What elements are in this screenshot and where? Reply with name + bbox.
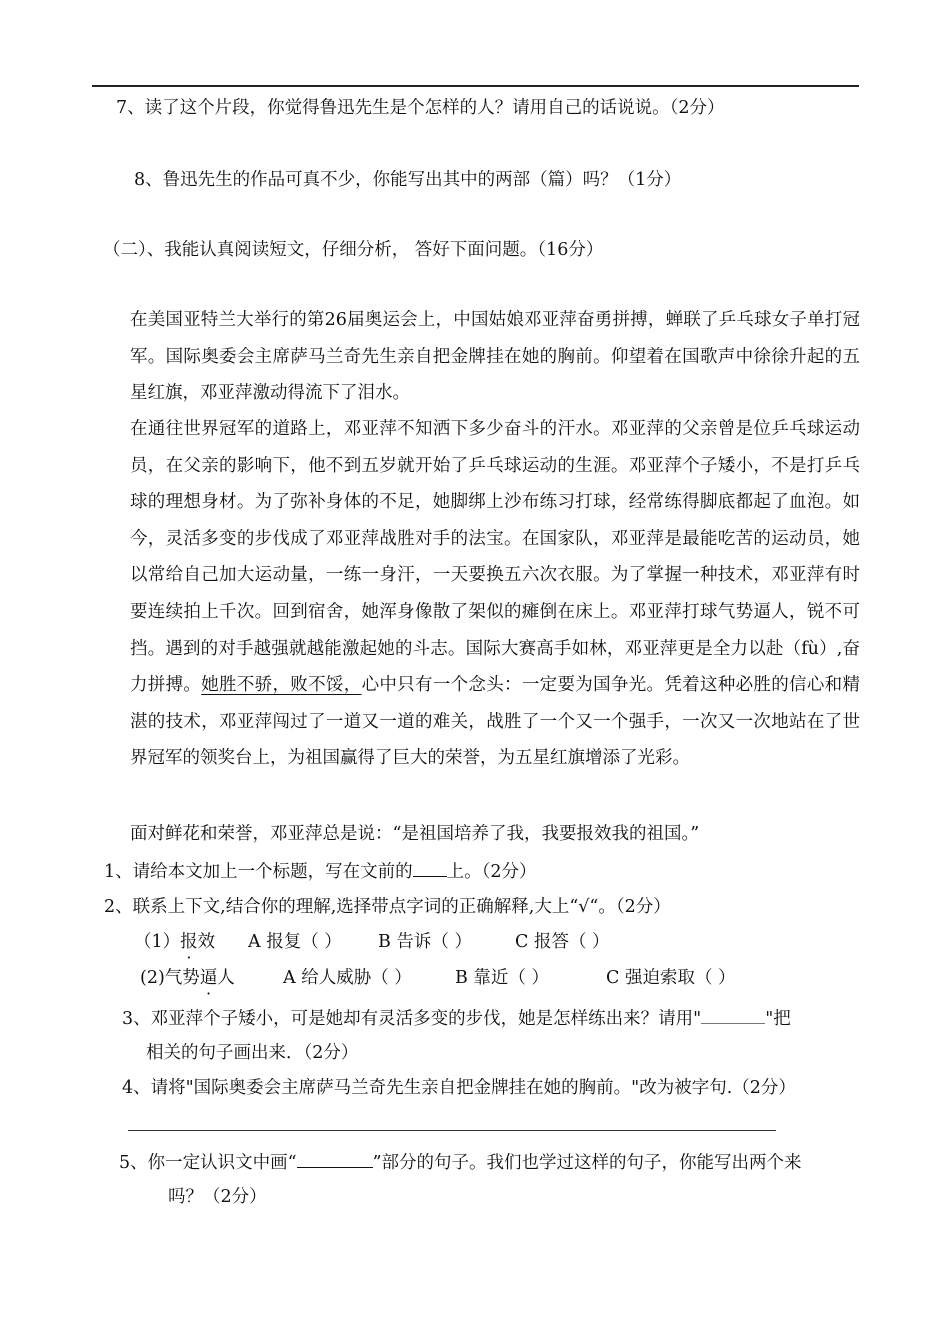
question-7: 7、读了这个片段，你觉得鲁迅先生是个怎样的人？请用自己的话说说。（2分） <box>116 98 725 118</box>
question-5-text-b: ”部分的句子。我们也学过这样的句子，你能写出两个来 <box>372 1153 802 1173</box>
dotted-char-bi: 逼 <box>199 968 218 988</box>
dotted-char-bao: 报 <box>180 932 198 952</box>
header-rule <box>92 85 859 87</box>
option-2c[interactable]: C 强迫索取（ ） <box>606 968 736 988</box>
option-1c[interactable]: C 报答（ ） <box>515 932 610 952</box>
item-1-word-rest: 效 <box>197 932 216 952</box>
question-3-text-a: 3、邓亚萍个子矮小，可是她却有灵活多变的步伐，她是怎样练出来？请用" <box>122 1009 702 1029</box>
title-blank[interactable] <box>413 858 447 877</box>
question-2-item-1 <box>134 930 215 954</box>
passage-paragraph-1 <box>130 302 860 412</box>
item-2-word-c: 人 <box>217 968 235 988</box>
question-3 <box>122 1005 791 1031</box>
question-2: 2、联系上下文,结合你的理解,选择带点字词的正确解释,大上“√“。（2分） <box>104 897 671 917</box>
question-8: 8、鲁迅先生的作品可真不少，你能写出其中的两部（篇）吗？（1分） <box>134 170 682 190</box>
passage-p1-text: 在美国亚特兰大举行的第26届奥运会上，中国姑娘邓亚萍奋勇拼搏，蝉联了乒乓球女子单打冠军。国际奥委会主席萨马兰奇先生亲自把金牌挂在她的胸前。仰望着在国歌声中徐徐升起的五星红旗，邓亚萍激动得流下了泪水。 <box>130 310 860 404</box>
option-1b[interactable]: B 告诉（ ） <box>378 932 472 952</box>
question-1 <box>104 858 537 884</box>
underlined-sentence: 她胜不骄，败不馁， <box>201 675 362 696</box>
passage-paragraph-3: 面对鲜花和荣誉，邓亚萍总是说：“是祖国培养了我，我要报效我的祖国。” <box>130 824 700 844</box>
passage-p2-text-a: 在通往世界冠军的道路上，邓亚萍不知洒下多少奋斗的汗水。邓亚萍的父亲曾是位乒乓球运动员，在父亲的影响下，他不到五岁就开始了乒乓球运动的生涯。邓亚萍个子矮小，不是打乒乓球的理想身材。为了弥补身体的不足，她脚绑上沙布练习打球，经常练得脚底都起了血泡。如今，灵活多变的步伐成了邓亚萍战胜对手的法宝。在国家队，邓亚萍是最能吃苦的运动员，她以常给自己加大运动量，一练一身汗，一天要换五六次衣服。为了掌握一种技术，邓亚萍有时要连续拍上千次。回到宿舍，她浑身像散了架似的瘫倒在床上。邓亚萍打球气势逼人，锐不可挡。遇到的对手越强就越能激起她的斗志。国际大赛高手如林，邓亚萍更是全力以赴（fù）,奋力拼搏。 <box>130 419 860 696</box>
section-heading: （二）、我能认真阅读短文，仔细分析， 答好下面问题。（16分） <box>103 240 604 260</box>
item-2-number: (2) <box>140 968 165 988</box>
question-5-text-a: 5、你一定认识文中画“ <box>119 1153 297 1173</box>
question-5 <box>119 1149 802 1175</box>
question-2-item-2 <box>140 966 235 990</box>
sentence-marker-blank <box>297 1149 373 1168</box>
underline-marker-blank <box>701 1005 765 1024</box>
item-1-number: （1） <box>134 932 181 952</box>
option-1a[interactable]: A 报复（ ） <box>248 932 342 952</box>
answer-line[interactable] <box>128 1130 776 1131</box>
question-4: 4、请将"国际奥委会主席萨马兰奇先生亲自把金牌挂在她的胸前。"改为被字句.（2分） <box>122 1078 796 1098</box>
question-1-text-a: 1、请给本文加上一个标题，写在文前的 <box>104 862 413 882</box>
question-3-continued: 相关的句子画出来．（2分） <box>146 1043 359 1063</box>
question-3-text-b: "把 <box>765 1009 791 1029</box>
option-2b[interactable]: B 靠近（ ） <box>455 968 549 988</box>
item-2-word-a: 气势 <box>164 968 200 988</box>
passage-p2-text-b: 心中只有一个念头：一定要为国争光。凭着这种必胜的信心和精湛的技术，邓亚萍闯过了一道又一道的难关，战胜了一个又一个强手，一次又一次地站在了世界冠军的领奖台上，为祖国赢得了巨大的荣誉，为五星红旗增添了光彩。 <box>130 675 860 769</box>
question-5-continued: 吗？（2分） <box>168 1187 267 1207</box>
option-2a[interactable]: A 给人威胁（ ） <box>283 968 412 988</box>
passage-paragraph-2 <box>130 411 860 777</box>
question-1-text-b: 上。（2分） <box>446 862 537 882</box>
